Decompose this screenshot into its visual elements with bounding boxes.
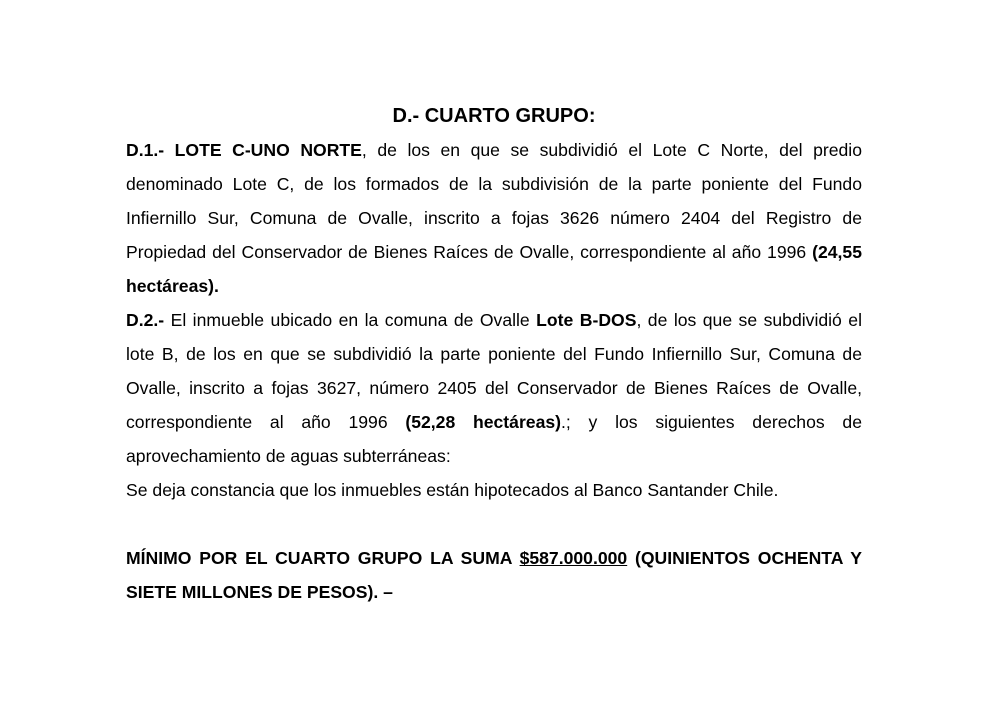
- d1-label: D.1.- LOTE C-UNO NORTE: [126, 140, 362, 160]
- document-content: [126, 99, 862, 609]
- d2-text-c: .; y los siguientes derechos de aprovechamiento de aguas subterráneas:: [126, 412, 862, 466]
- blank-line: [126, 507, 862, 541]
- d1-text: , de los en que se subdividió el Lote C Norte, del predio denominado Lote C, de los formados de la subdivisión de la parte poniente del Fundo Infiernillo Sur, Comuna de Ovalle, inscrito a fojas 3626 número 2404 del Registro de Propiedad del Conservador de Bienes Raíces de Ovalle, correspondiente al año 1996: [126, 140, 862, 262]
- d2-label: D.2.-: [126, 310, 165, 330]
- minimum-suffix: (QUINIENTOS OCHENTA Y SIETE MILLONES DE PESOS). –: [126, 548, 862, 602]
- d1-area: (24,55 hectáreas).: [126, 242, 862, 296]
- d2-area: (52,28 hectáreas): [405, 412, 562, 432]
- paragraph-d2: [126, 303, 862, 473]
- minimum-prefix: MÍNIMO POR EL CUARTO GRUPO LA SUMA: [126, 548, 520, 568]
- d2-text-a: El inmueble ubicado en la comuna de Ovalle: [164, 310, 537, 330]
- d2-lot: Lote B-DOS: [536, 310, 637, 330]
- mortgage-note: Se deja constancia que los inmuebles están hipotecados al Banco Santander Chile.: [126, 480, 779, 500]
- minimum-amount: $587.000.000: [519, 548, 628, 568]
- d2-text-b: , de los que se subdividió el lote B, de los en que se subdividió la parte poniente del Fundo Infiernillo Sur, Comuna de Ovalle, inscrito a fojas 3627, número 2405 del Conservador de Bienes Raíces de Ovalle, correspondiente al año 1996: [126, 310, 862, 432]
- minimum-amount-paragraph: [126, 541, 862, 609]
- paragraph-d1: [126, 133, 862, 303]
- section-title: D.- CUARTO GRUPO:: [392, 105, 596, 127]
